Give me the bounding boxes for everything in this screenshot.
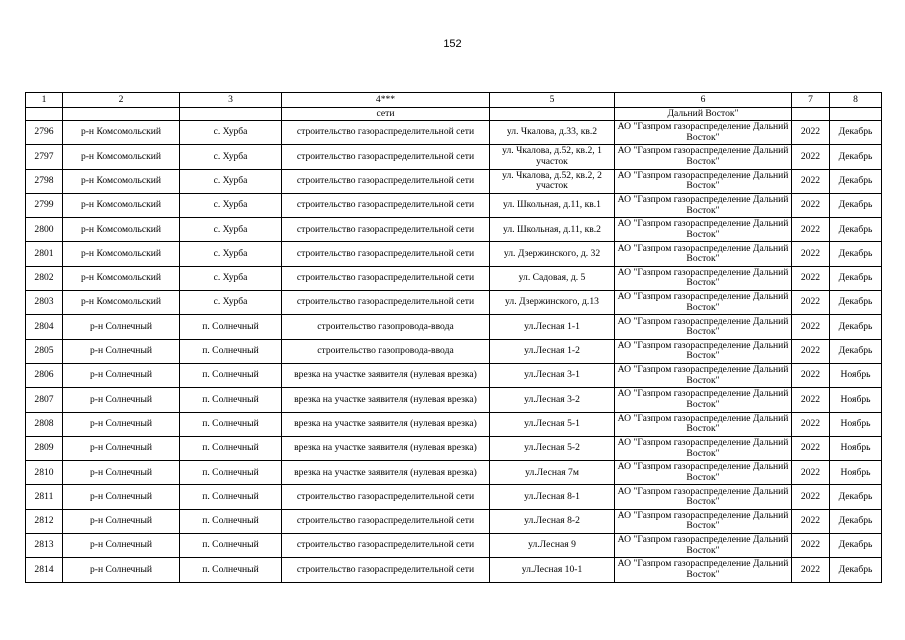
cell-address: ул.Лесная 1-1 (490, 315, 615, 339)
cell-year: 2022 (792, 169, 830, 193)
cell-month: Декабрь (830, 509, 882, 533)
table-row (26, 193, 882, 217)
cell-settlement: с. Хурба (180, 193, 282, 217)
cell-address: ул. Дзержинского, д. 32 (490, 242, 615, 266)
cell-number: 2811 (26, 485, 63, 509)
cell-work-type: врезка на участке заявителя (нулевая врезка) (282, 436, 490, 460)
cell-month: Декабрь (830, 169, 882, 193)
cell-address: ул.Лесная 8-1 (490, 485, 615, 509)
cell-work-type: строительство газораспределительной сети (282, 121, 490, 145)
cell-work-type: строительство газораспределительной сети (282, 509, 490, 533)
cell-settlement: п. Солнечный (180, 339, 282, 363)
table-row (26, 461, 882, 485)
table-row (26, 218, 882, 242)
cell-organization: АО "Газпром газораспределение Дальний Восток" (615, 534, 792, 558)
cell-year: 2022 (792, 509, 830, 533)
cell-number: 2798 (26, 169, 63, 193)
cell-organization: АО "Газпром газораспределение Дальний Восток" (615, 145, 792, 169)
cell-number (26, 108, 63, 121)
cell-organization: АО "Газпром газораспределение Дальний Восток" (615, 121, 792, 145)
cell-number: 2813 (26, 534, 63, 558)
cell-district: р-н Солнечный (63, 388, 180, 412)
cell-settlement: п. Солнечный (180, 534, 282, 558)
table-row (26, 315, 882, 339)
cell-settlement: с. Хурба (180, 218, 282, 242)
cell-address: ул.Лесная 7м (490, 461, 615, 485)
table-row (26, 291, 882, 315)
cell-settlement: п. Солнечный (180, 363, 282, 387)
cell-year: 2022 (792, 534, 830, 558)
cell-year: 2022 (792, 315, 830, 339)
cell-address: ул. Чкалова, д.52, кв.2, 2 участок (490, 169, 615, 193)
cell-year: 2022 (792, 193, 830, 217)
cell-work-type: строительство газораспределительной сети (282, 534, 490, 558)
cell-work-type: строительство газораспределительной сети (282, 266, 490, 290)
cell-month: Ноябрь (830, 461, 882, 485)
cell-district: р-н Комсомольский (63, 193, 180, 217)
cell-settlement: п. Солнечный (180, 509, 282, 533)
cell-organization: АО "Газпром газораспределение Дальний Восток" (615, 412, 792, 436)
cell-year: 2022 (792, 461, 830, 485)
cell-settlement: п. Солнечный (180, 388, 282, 412)
cell-settlement: с. Хурба (180, 266, 282, 290)
cell-organization: АО "Газпром газораспределение Дальний Восток" (615, 169, 792, 193)
cell-district: р-н Комсомольский (63, 242, 180, 266)
cell-work-type: строительство газораспределительной сети (282, 291, 490, 315)
cell-district: р-н Комсомольский (63, 145, 180, 169)
cell-district: р-н Солнечный (63, 436, 180, 460)
cell-work-type: врезка на участке заявителя (нулевая врезка) (282, 363, 490, 387)
continuation-row (26, 108, 882, 121)
cell-organization: АО "Газпром газораспределение Дальний Восток" (615, 485, 792, 509)
cell-year: 2022 (792, 436, 830, 460)
cell-settlement: с. Хурба (180, 121, 282, 145)
cell-year: 2022 (792, 412, 830, 436)
table-body (26, 93, 882, 583)
cell-year: 2022 (792, 485, 830, 509)
cell-organization: АО "Газпром газораспределение Дальний Восток" (615, 242, 792, 266)
cell-address: ул. Чкалова, д.33, кв.2 (490, 121, 615, 145)
cell-organization: АО "Газпром газораспределение Дальний Восток" (615, 509, 792, 533)
cell-month: Ноябрь (830, 436, 882, 460)
cell-work-type: строительство газораспределительной сети (282, 193, 490, 217)
cell-month: Декабрь (830, 291, 882, 315)
cell-number: 2802 (26, 266, 63, 290)
cell-work-type: строительство газораспределительной сети (282, 485, 490, 509)
table-row (26, 266, 882, 290)
cell-settlement: с. Хурба (180, 169, 282, 193)
cell-address: ул. Чкалова, д.52, кв.2, 1 участок (490, 145, 615, 169)
cell-district: р-н Комсомольский (63, 169, 180, 193)
cell-settlement: с. Хурба (180, 291, 282, 315)
cell-month: Декабрь (830, 485, 882, 509)
cell-year: 2022 (792, 388, 830, 412)
cell-number: 2809 (26, 436, 63, 460)
cell-organization: Дальний Восток" (615, 108, 792, 121)
cell-month: Декабрь (830, 145, 882, 169)
cell-month: Декабрь (830, 534, 882, 558)
cell-month: Декабрь (830, 266, 882, 290)
cell-work-type: сети (282, 108, 490, 121)
cell-year: 2022 (792, 339, 830, 363)
cell-organization: АО "Газпром газораспределение Дальний Восток" (615, 388, 792, 412)
cell-month: Декабрь (830, 193, 882, 217)
cell-address: ул. Школьная, д.11, кв.2 (490, 218, 615, 242)
cell-address: ул. Школьная, д.11, кв.1 (490, 193, 615, 217)
cell-district: 2 (63, 93, 180, 108)
cell-number: 2797 (26, 145, 63, 169)
cell-month: Декабрь (830, 339, 882, 363)
table-row (26, 436, 882, 460)
cell-number: 2796 (26, 121, 63, 145)
cell-month: Декабрь (830, 218, 882, 242)
cell-address: ул.Лесная 3-2 (490, 388, 615, 412)
cell-number: 2812 (26, 509, 63, 533)
table-row (26, 121, 882, 145)
table-row (26, 363, 882, 387)
table-row (26, 485, 882, 509)
cell-district (63, 108, 180, 121)
cell-month: Ноябрь (830, 363, 882, 387)
cell-year: 2022 (792, 558, 830, 582)
cell-address: ул.Лесная 8-2 (490, 509, 615, 533)
cell-work-type: строительство газораспределительной сети (282, 218, 490, 242)
cell-address: ул. Садовая, д. 5 (490, 266, 615, 290)
cell-number: 2803 (26, 291, 63, 315)
cell-number: 2810 (26, 461, 63, 485)
cell-number: 1 (26, 93, 63, 108)
cell-year: 2022 (792, 145, 830, 169)
cell-year: 2022 (792, 363, 830, 387)
cell-month: Ноябрь (830, 412, 882, 436)
cell-organization: АО "Газпром газораспределение Дальний Восток" (615, 558, 792, 582)
cell-district: р-н Комсомольский (63, 291, 180, 315)
cell-district: р-н Солнечный (63, 558, 180, 582)
cell-settlement: п. Солнечный (180, 315, 282, 339)
cell-settlement: п. Солнечный (180, 461, 282, 485)
table-row (26, 412, 882, 436)
cell-number: 2805 (26, 339, 63, 363)
cell-work-type: строительство газораспределительной сети (282, 242, 490, 266)
cell-district: р-н Солнечный (63, 461, 180, 485)
cell-number: 2806 (26, 363, 63, 387)
cell-work-type: врезка на участке заявителя (нулевая врезка) (282, 388, 490, 412)
gasification-table (25, 92, 882, 583)
cell-district: р-н Солнечный (63, 509, 180, 533)
cell-organization: 6 (615, 93, 792, 108)
cell-address: ул.Лесная 5-1 (490, 412, 615, 436)
cell-settlement: п. Солнечный (180, 558, 282, 582)
cell-year: 2022 (792, 291, 830, 315)
cell-number: 2808 (26, 412, 63, 436)
table-row (26, 169, 882, 193)
cell-year: 2022 (792, 121, 830, 145)
cell-organization: АО "Газпром газораспределение Дальний Восток" (615, 315, 792, 339)
cell-month: 8 (830, 93, 882, 108)
cell-number: 2807 (26, 388, 63, 412)
cell-month: Ноябрь (830, 388, 882, 412)
page-number: 152 (443, 38, 462, 50)
table-row (26, 339, 882, 363)
table-row (26, 242, 882, 266)
cell-month (830, 108, 882, 121)
cell-number: 2801 (26, 242, 63, 266)
cell-month: Декабрь (830, 558, 882, 582)
cell-work-type: врезка на участке заявителя (нулевая врезка) (282, 461, 490, 485)
cell-district: р-н Комсомольский (63, 218, 180, 242)
cell-organization: АО "Газпром газораспределение Дальний Восток" (615, 291, 792, 315)
cell-district: р-н Комсомольский (63, 266, 180, 290)
cell-district: р-н Солнечный (63, 534, 180, 558)
cell-number: 2804 (26, 315, 63, 339)
cell-year: 7 (792, 93, 830, 108)
cell-work-type: строительство газораспределительной сети (282, 145, 490, 169)
cell-organization: АО "Газпром газораспределение Дальний Восток" (615, 218, 792, 242)
cell-month: Декабрь (830, 121, 882, 145)
cell-district: р-н Солнечный (63, 485, 180, 509)
table-row (26, 509, 882, 533)
cell-month: Декабрь (830, 315, 882, 339)
cell-month: Декабрь (830, 242, 882, 266)
cell-organization: АО "Газпром газораспределение Дальний Восток" (615, 193, 792, 217)
cell-organization: АО "Газпром газораспределение Дальний Восток" (615, 266, 792, 290)
cell-work-type: строительство газопровода-ввода (282, 339, 490, 363)
cell-organization: АО "Газпром газораспределение Дальний Восток" (615, 339, 792, 363)
cell-year (792, 108, 830, 121)
cell-organization: АО "Газпром газораспределение Дальний Восток" (615, 363, 792, 387)
cell-work-type: 4*** (282, 93, 490, 108)
cell-organization: АО "Газпром газораспределение Дальний Восток" (615, 461, 792, 485)
cell-address: ул.Лесная 1-2 (490, 339, 615, 363)
cell-address: ул.Лесная 9 (490, 534, 615, 558)
cell-number: 2799 (26, 193, 63, 217)
cell-year: 2022 (792, 218, 830, 242)
cell-settlement: с. Хурба (180, 145, 282, 169)
cell-district: р-н Солнечный (63, 315, 180, 339)
cell-settlement: с. Хурба (180, 242, 282, 266)
cell-settlement: п. Солнечный (180, 412, 282, 436)
cell-year: 2022 (792, 242, 830, 266)
cell-settlement (180, 108, 282, 121)
cell-district: р-н Солнечный (63, 363, 180, 387)
table-row (26, 388, 882, 412)
cell-number: 2814 (26, 558, 63, 582)
cell-settlement: п. Солнечный (180, 436, 282, 460)
cell-year: 2022 (792, 266, 830, 290)
cell-address: ул. Дзержинского, д.13 (490, 291, 615, 315)
cell-work-type: строительство газораспределительной сети (282, 558, 490, 582)
cell-address: ул.Лесная 3-1 (490, 363, 615, 387)
cell-work-type: строительство газопровода-ввода (282, 315, 490, 339)
cell-district: р-н Солнечный (63, 412, 180, 436)
table-row (26, 558, 882, 582)
cell-address (490, 108, 615, 121)
cell-work-type: врезка на участке заявителя (нулевая врезка) (282, 412, 490, 436)
table-row (26, 145, 882, 169)
cell-address: ул.Лесная 10-1 (490, 558, 615, 582)
cell-address: ул.Лесная 5-2 (490, 436, 615, 460)
cell-district: р-н Комсомольский (63, 121, 180, 145)
cell-work-type: строительство газораспределительной сети (282, 169, 490, 193)
header-row (26, 93, 882, 108)
cell-number: 2800 (26, 218, 63, 242)
cell-organization: АО "Газпром газораспределение Дальний Восток" (615, 436, 792, 460)
cell-settlement: п. Солнечный (180, 485, 282, 509)
cell-address: 5 (490, 93, 615, 108)
cell-settlement: 3 (180, 93, 282, 108)
cell-district: р-н Солнечный (63, 339, 180, 363)
table-row (26, 534, 882, 558)
